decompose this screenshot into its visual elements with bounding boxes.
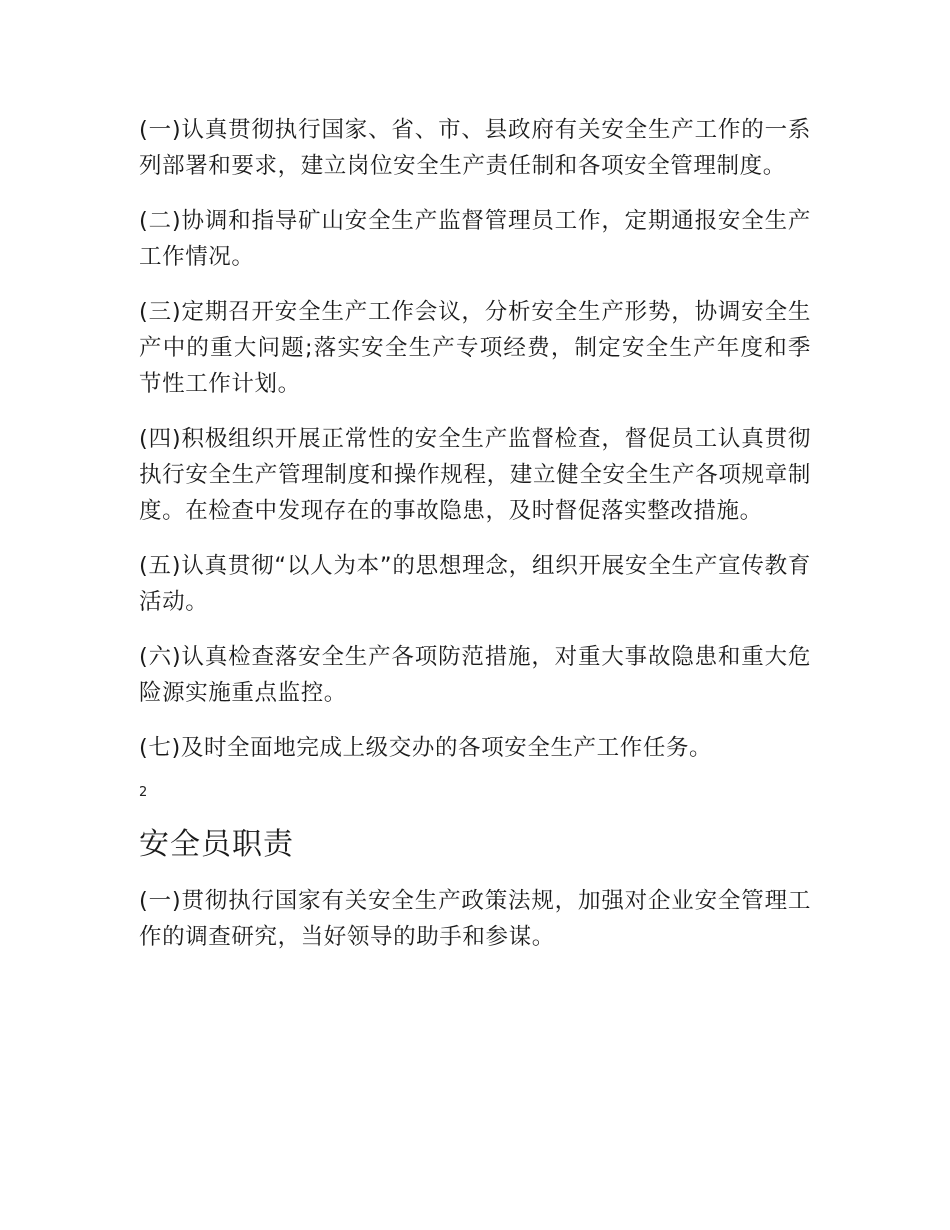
- paragraph: (一)认真贯彻执行国家、省、市、县政府有关安全生产工作的一系列部署和要求，建立岗位安全生产责任制和各项安全管理制度。: [139, 117, 811, 179]
- paragraph: (三)定期召开安全生产工作会议，分析安全生产形势，协调安全生产中的重大问题;落实安全生产专项经费，制定安全生产年度和季节性工作计划。: [139, 299, 811, 397]
- paragraph: (二)协调和指导矿山安全生产监督管理员工作，定期通报安全生产工作情况。: [139, 208, 811, 270]
- paragraph: (七)及时全面地完成上级交办的各项安全生产工作任务。: [139, 735, 713, 761]
- section-heading: 安全员职责: [139, 827, 294, 862]
- paragraph: (六)认真检查落安全生产各项防范措施，对重大事故隐患和重大危险源实施重点监控。: [139, 644, 811, 706]
- page-number: 2: [139, 785, 148, 800]
- paragraph: (四)积极组织开展正常性的安全生产监督检查，督促员工认真贯彻执行安全生产管理制度和操作规程，建立健全安全生产各项规章制度。在检查中发现存在的事故隐患，及时督促落实整改措施。: [139, 426, 811, 524]
- paragraph: (五)认真贯彻“以人为本”的思想理念，组织开展安全生产宣传教育活动。: [139, 553, 811, 615]
- document-page: [139, 112, 811, 974]
- paragraph: (一)贯彻执行国家有关安全生产政策法规，加强对企业安全管理工作的调查研究，当好领导的助手和参谋。: [139, 888, 811, 950]
